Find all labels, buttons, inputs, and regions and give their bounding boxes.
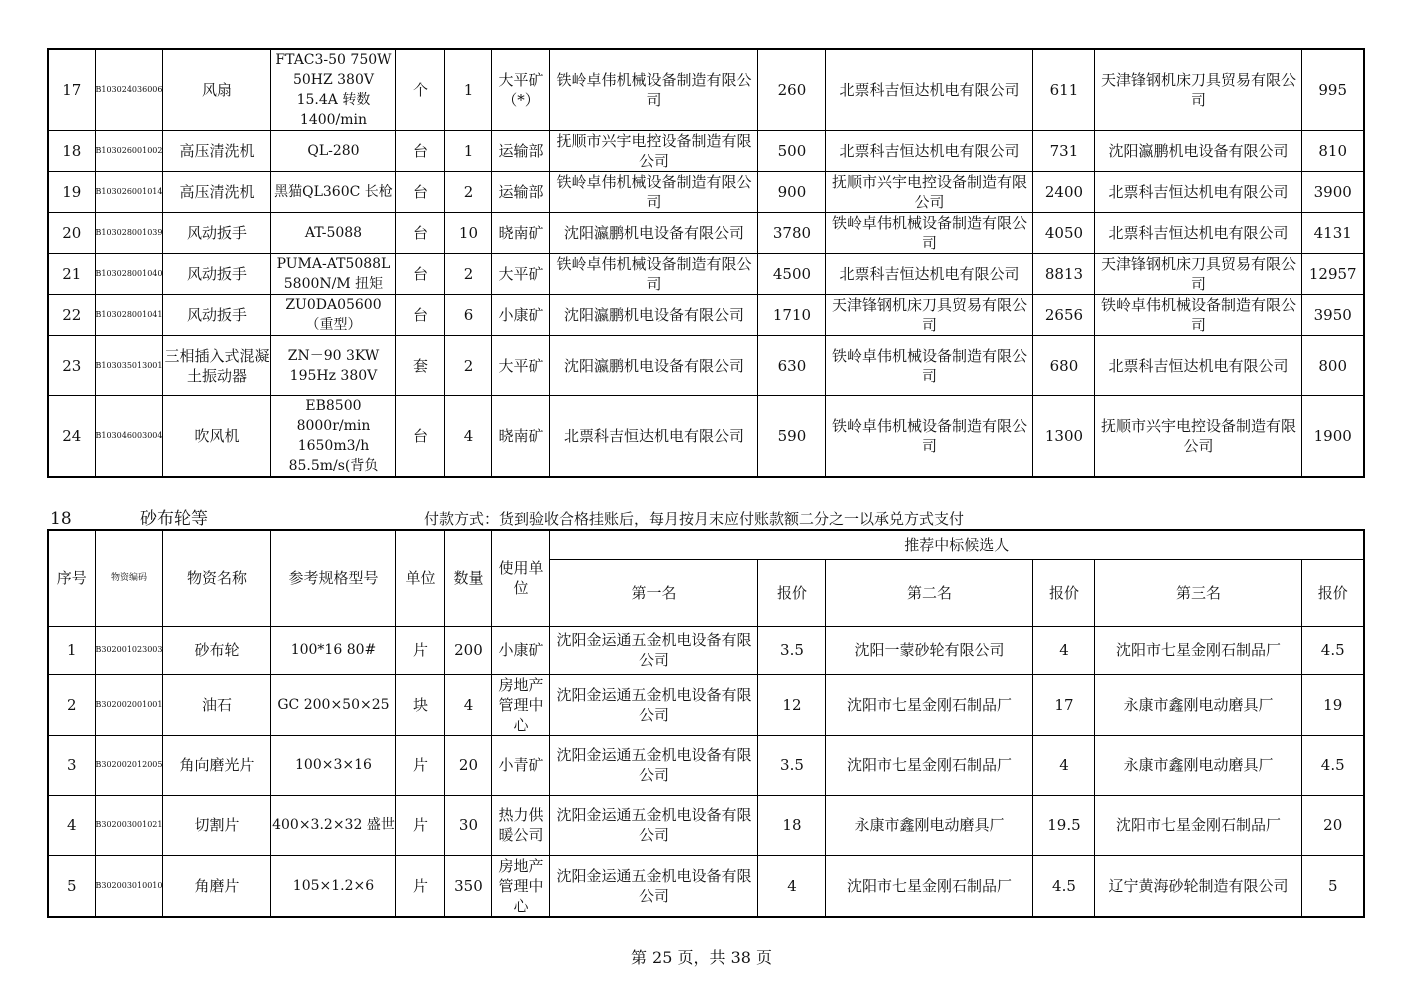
second-price: 4050 [1033,213,1095,254]
second-candidate: 沈阳市七星金刚石制品厂 [826,674,1033,735]
material-name: 风扇 [163,49,271,131]
header-third: 第三名 [1095,559,1302,626]
header-name: 物资名称 [163,530,271,626]
material-name: 角向磨光片 [163,735,271,795]
second-candidate: 永康市鑫刚电动磨具厂 [826,795,1033,855]
quantity: 2 [445,254,492,295]
row-number: 3 [48,735,95,795]
row-number: 4 [48,795,95,855]
spec-model: 100×3×16 [271,735,396,795]
spec-model: ZN－90 3KW 195Hz 380V [271,336,396,396]
quantity: 30 [445,795,492,855]
unit: 个 [396,49,445,131]
table-row [48,49,1364,131]
third-price: 4.5 [1302,626,1364,674]
second-price: 4 [1033,626,1095,674]
unit: 台 [396,396,445,478]
table-row [48,626,1364,674]
unit: 台 [396,131,445,172]
material-code: B103026001014 [95,172,163,213]
section-number: 18 [50,509,72,529]
unit: 套 [396,336,445,396]
material-name: 高压清洗机 [163,131,271,172]
table-row [48,254,1364,295]
second-candidate: 铁岭卓伟机械设备制造有限公司 [826,336,1033,396]
material-name: 风动扳手 [163,295,271,336]
third-candidate: 沈阳市七星金刚石制品厂 [1095,626,1302,674]
second-price: 2400 [1033,172,1095,213]
first-candidate: 沈阳瀛鹏机电设备有限公司 [550,213,758,254]
third-price: 810 [1302,131,1364,172]
unit: 片 [396,855,445,917]
using-dept: 大平矿（*） [492,49,550,131]
third-candidate: 永康市鑫刚电动磨具厂 [1095,735,1302,795]
second-price: 19.5 [1033,795,1095,855]
using-dept: 热力供暖公司 [492,795,550,855]
second-candidate: 北票科吉恒达机电有限公司 [826,131,1033,172]
table-row [48,295,1364,336]
material-code: B103026001002 [95,131,163,172]
second-price: 2656 [1033,295,1095,336]
unit: 台 [396,254,445,295]
row-number: 22 [48,295,95,336]
material-code: B302002001001 [95,674,163,735]
third-price: 12957 [1302,254,1364,295]
table-row [48,213,1364,254]
spec-model: 400×3.2×32 盛世 [271,795,396,855]
section-name: 砂布轮等 [140,509,208,529]
header-price3: 报价 [1302,559,1364,626]
header-spec: 参考规格型号 [271,530,396,626]
first-price: 900 [758,172,826,213]
second-price: 4.5 [1033,855,1095,917]
using-dept: 房地产管理中心 [492,855,550,917]
first-price: 630 [758,336,826,396]
third-price: 4.5 [1302,735,1364,795]
header-unit: 单位 [396,530,445,626]
header-price2: 报价 [1033,559,1095,626]
quantity: 2 [445,172,492,213]
third-price: 3950 [1302,295,1364,336]
first-price: 4500 [758,254,826,295]
using-dept: 房地产管理中心 [492,674,550,735]
table-row [48,172,1364,213]
header-price1: 报价 [758,559,826,626]
third-candidate: 北票科吉恒达机电有限公司 [1095,213,1302,254]
third-price: 995 [1302,49,1364,131]
first-price: 590 [758,396,826,478]
first-candidate: 铁岭卓伟机械设备制造有限公司 [550,172,758,213]
page-footer: 第 25 页，共 38 页 [630,948,773,967]
third-price: 20 [1302,795,1364,855]
material-name: 吹风机 [163,396,271,478]
unit: 片 [396,795,445,855]
row-number: 21 [48,254,95,295]
third-price: 3900 [1302,172,1364,213]
table-row [48,396,1364,478]
spec-model: FTAC3-50 750W 50HZ 380V 15.4A 转数1400/min [271,49,396,131]
second-price: 8813 [1033,254,1095,295]
first-candidate: 沈阳金运通五金机电设备有限公司 [550,855,758,917]
material-code: B302001023003 [95,626,163,674]
material-code: B103046003004 [95,396,163,478]
first-price: 18 [758,795,826,855]
spec-model: ZU0DA05600（重型） [271,295,396,336]
material-code: B103028001041 [95,295,163,336]
quantity: 10 [445,213,492,254]
unit: 片 [396,626,445,674]
first-candidate: 抚顺市兴宇电控设备制造有限公司 [550,131,758,172]
using-dept: 运输部 [492,131,550,172]
second-candidate: 天津锋钢机床刀具贸易有限公司 [826,295,1033,336]
row-number: 1 [48,626,95,674]
quantity: 6 [445,295,492,336]
third-candidate: 北票科吉恒达机电有限公司 [1095,336,1302,396]
material-name: 砂布轮 [163,626,271,674]
using-dept: 晓南矿 [492,213,550,254]
third-price: 800 [1302,336,1364,396]
third-price: 5 [1302,855,1364,917]
first-candidate: 沈阳金运通五金机电设备有限公司 [550,674,758,735]
using-dept: 运输部 [492,172,550,213]
unit: 片 [396,735,445,795]
spec-model: PUMA-AT5088L 5800N/M 扭矩 [271,254,396,295]
spec-model: GC 200×50×25 [271,674,396,735]
row-number: 17 [48,49,95,131]
third-price: 1900 [1302,396,1364,478]
material-code: B302003001021 [95,795,163,855]
using-dept: 大平矿 [492,254,550,295]
quantity: 20 [445,735,492,795]
first-candidate: 沈阳金运通五金机电设备有限公司 [550,626,758,674]
quantity: 1 [445,49,492,131]
table-row [48,795,1364,855]
spec-model: 100*16 80# [271,626,396,674]
using-dept: 晓南矿 [492,396,550,478]
second-candidate: 抚顺市兴宇电控设备制造有限公司 [826,172,1033,213]
header-second: 第二名 [826,559,1033,626]
row-number: 18 [48,131,95,172]
first-candidate: 铁岭卓伟机械设备制造有限公司 [550,254,758,295]
material-name: 风动扳手 [163,254,271,295]
second-price: 17 [1033,674,1095,735]
material-name: 切割片 [163,795,271,855]
unit: 块 [396,674,445,735]
first-candidate: 沈阳金运通五金机电设备有限公司 [550,735,758,795]
spec-model: QL-280 [271,131,396,172]
second-candidate: 北票科吉恒达机电有限公司 [826,254,1033,295]
quantity: 350 [445,855,492,917]
payment-terms: 付款方式：货到验收合格挂账后，每月按月末应付账款额二分之一以承兑方式支付 [424,510,965,528]
first-candidate: 沈阳金运通五金机电设备有限公司 [550,795,758,855]
spec-model: AT-5088 [271,213,396,254]
spec-model: 105×1.2×6 [271,855,396,917]
third-candidate: 沈阳瀛鹏机电设备有限公司 [1095,131,1302,172]
first-price: 3.5 [758,626,826,674]
header-code: 物资编码 [95,530,163,626]
table-row [48,674,1364,735]
header-first: 第一名 [550,559,758,626]
material-name: 高压清洗机 [163,172,271,213]
material-name: 三相插入式混凝土振动器 [163,336,271,396]
second-price: 4 [1033,735,1095,795]
first-candidate: 北票科吉恒达机电有限公司 [550,396,758,478]
using-dept: 小康矿 [492,295,550,336]
table-row [48,131,1364,172]
third-candidate: 永康市鑫刚电动磨具厂 [1095,674,1302,735]
row-number: 19 [48,172,95,213]
material-code: B103028001040 [95,254,163,295]
first-candidate: 铁岭卓伟机械设备制造有限公司 [550,49,758,131]
material-code: B103028001039 [95,213,163,254]
row-number: 24 [48,396,95,478]
row-number: 23 [48,336,95,396]
table-row [48,855,1364,917]
second-price: 680 [1033,336,1095,396]
material-code: B302002012005 [95,735,163,795]
third-candidate: 辽宁黄海砂轮制造有限公司 [1095,855,1302,917]
material-code: B302003010010 [95,855,163,917]
second-candidate: 铁岭卓伟机械设备制造有限公司 [826,213,1033,254]
first-price: 3.5 [758,735,826,795]
third-candidate: 天津锋钢机床刀具贸易有限公司 [1095,254,1302,295]
quantity: 4 [445,396,492,478]
using-dept: 小康矿 [492,626,550,674]
third-price: 4131 [1302,213,1364,254]
procurement-table-part2 [47,529,1365,918]
third-candidate: 沈阳市七星金刚石制品厂 [1095,795,1302,855]
second-candidate: 铁岭卓伟机械设备制造有限公司 [826,396,1033,478]
first-price: 260 [758,49,826,131]
quantity: 200 [445,626,492,674]
material-name: 角磨片 [163,855,271,917]
first-price: 3780 [758,213,826,254]
first-candidate: 沈阳瀛鹏机电设备有限公司 [550,295,758,336]
material-code: B103024036006 [95,49,163,131]
quantity: 2 [445,336,492,396]
second-price: 731 [1033,131,1095,172]
third-candidate: 天津锋钢机床刀具贸易有限公司 [1095,49,1302,131]
first-price: 4 [758,855,826,917]
row-number: 20 [48,213,95,254]
header-dept: 使用单位 [492,530,550,626]
header-no: 序号 [48,530,95,626]
table-row [48,336,1364,396]
unit: 台 [396,172,445,213]
table-row [48,735,1364,795]
unit: 台 [396,295,445,336]
using-dept: 大平矿 [492,336,550,396]
spec-model: EB8500 8000r/min 1650m3/h 85.5m/s(背负 [271,396,396,478]
first-price: 1710 [758,295,826,336]
first-candidate: 沈阳瀛鹏机电设备有限公司 [550,336,758,396]
quantity: 1 [445,131,492,172]
procurement-table-part1 [47,48,1365,478]
first-price: 12 [758,674,826,735]
row-number: 5 [48,855,95,917]
second-candidate: 沈阳市七星金刚石制品厂 [826,855,1033,917]
third-candidate: 铁岭卓伟机械设备制造有限公司 [1095,295,1302,336]
material-code: B103035013001 [95,336,163,396]
third-price: 19 [1302,674,1364,735]
second-candidate: 北票科吉恒达机电有限公司 [826,49,1033,131]
row-number: 2 [48,674,95,735]
quantity: 4 [445,674,492,735]
unit: 台 [396,213,445,254]
material-name: 风动扳手 [163,213,271,254]
header-qty: 数量 [445,530,492,626]
third-candidate: 北票科吉恒达机电有限公司 [1095,172,1302,213]
spec-model: 黑猫QL360C 长枪 [271,172,396,213]
header-candidates: 推荐中标候选人 [550,530,1364,559]
first-price: 500 [758,131,826,172]
second-candidate: 沈阳一蒙砂轮有限公司 [826,626,1033,674]
second-candidate: 沈阳市七星金刚石制品厂 [826,735,1033,795]
second-price: 611 [1033,49,1095,131]
using-dept: 小青矿 [492,735,550,795]
material-name: 油石 [163,674,271,735]
third-candidate: 抚顺市兴宇电控设备制造有限公司 [1095,396,1302,478]
second-price: 1300 [1033,396,1095,478]
